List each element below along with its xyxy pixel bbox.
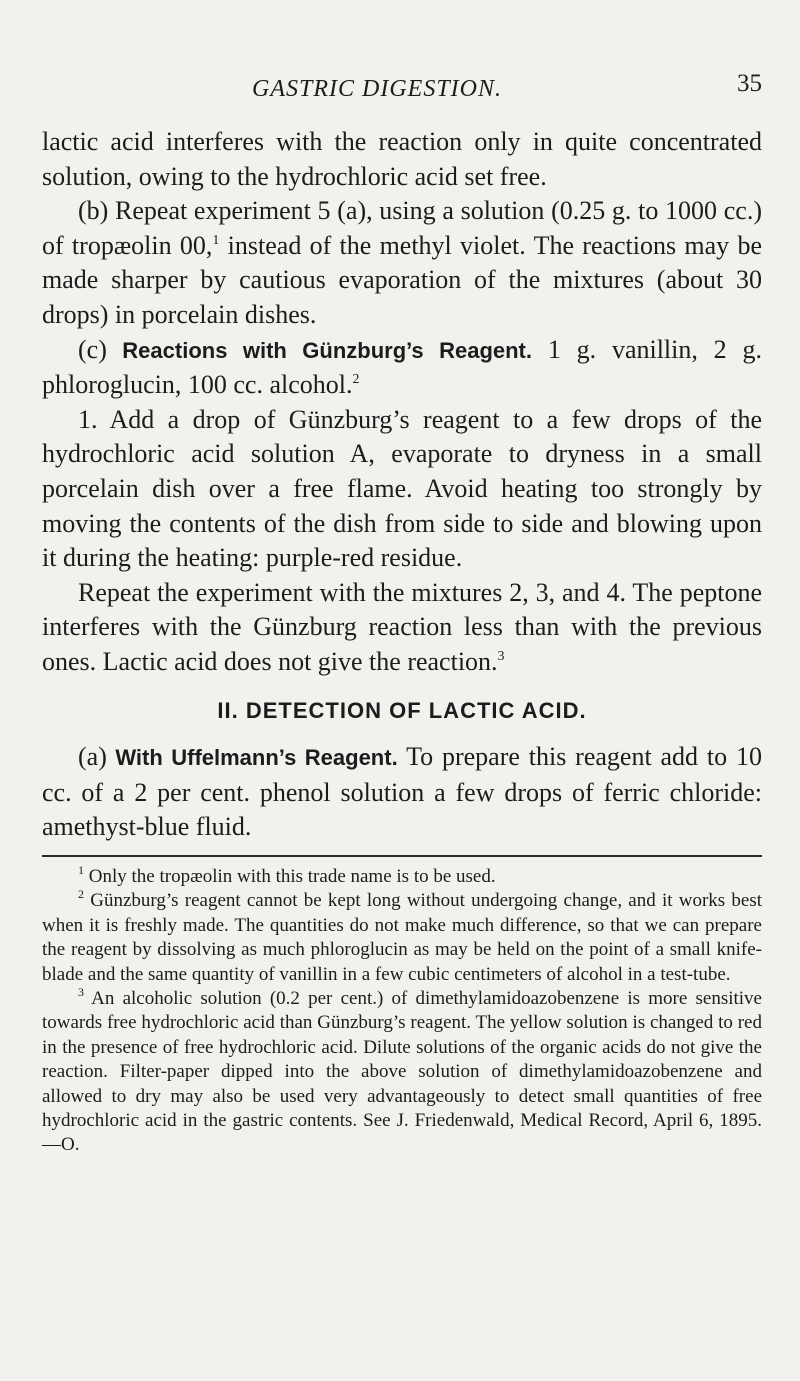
page-number: 35 <box>737 70 762 97</box>
paragraph-c-label: (c) <box>78 334 107 364</box>
footnote-3-mark: 3 <box>78 984 84 999</box>
footnote-2 <box>42 889 762 987</box>
paragraph-repeat-text: Repeat the experiment with the mixtures 2, 3, and 4. The peptone interferes with the Günzburg reaction less than with the previous ones. Lactic acid does not give the reaction. <box>42 577 762 676</box>
paragraph-b-text-1: Repeat experiment 5 (a), using a solution (0.25 g. to 1000 cc.) of tropæolin 00, <box>42 196 762 260</box>
footnote-2-text: Günzburg’s reagent cannot be kept long without undergoing change, and it works best when it is freshly made. The quantities do not make much difference, so that we can prepare the reagent by dissolving as much phloroglucin as may be held on the point of a small knife-blade and the same quantity of vanillin in a few cubic centimeters of alcohol in a test-tube. <box>42 890 762 985</box>
footnote-ref-1: 1 <box>212 232 220 248</box>
paragraph-a-heading: With Uffelmann’s Reagent. <box>106 745 398 771</box>
footnote-divider <box>42 855 762 857</box>
paragraph-a-label: (a) <box>78 742 107 772</box>
footnote-1-text: Only the tropæolin with this trade name is to be used. <box>84 865 496 887</box>
footnote-ref-3: 3 <box>497 648 505 664</box>
paragraph-b <box>42 194 762 332</box>
paragraph-b-text-2: instead of the methyl violet. The reactions may be made sharper by cautious evaporation of the mixtures (about 30 drops) in porcelain dishes. <box>42 230 762 329</box>
paragraph-repeat <box>42 576 762 680</box>
page-header <box>42 0 762 125</box>
body-text <box>42 125 762 845</box>
footnote-3 <box>42 984 762 1158</box>
book-page <box>42 0 762 1158</box>
footnotes <box>42 862 762 1158</box>
paragraph-continuation <box>42 125 762 194</box>
footnote-2-mark: 2 <box>78 887 84 902</box>
paragraph-step-1-text: 1. Add a drop of Günzburg’s reagent to a few drops of the hydrochloric acid solution A, evaporate to dryness in a small porcelain dish over a free flame. Avoid heating too strongly by moving the contents of the dish from side to side and blowing upon it during the heating: purple-red residue. <box>42 404 762 573</box>
paragraph-c <box>42 333 762 403</box>
footnote-3-text: An alcoholic solution (0.2 per cent.) of dimethylamidoazobenzene is more sensitive towards free hydrochloric acid than Günzburg’s reagent. The yellow solution is changed to red in the presence of free hydrochloric acid. Dilute solutions of the organic acids do not give the reaction. Filter-paper dipped into the above solution of dimethylamidoazobenzene and allowed to dry may also be used very advantageously to detect small quantities of free hydrochloric acid in the gastric contents. See J. Friedenwald, Medical Record, April 6, 1895.—O. <box>42 987 762 1156</box>
section-title: II. DETECTION OF LACTIC ACID. <box>217 697 587 723</box>
paragraph-c-text: 1 g. vanillin, 2 g. phloroglucin, 100 cc. alcohol. <box>42 334 762 400</box>
paragraph-a-text: To prepare this reagent add to 10 cc. of a 2 per cent. phenol solution a few drops of ferric chloride: amethyst-blue fluid. <box>42 742 762 842</box>
footnote-1-mark: 1 <box>78 862 84 877</box>
paragraph-step-1 <box>42 403 762 576</box>
paragraph-a <box>42 740 762 845</box>
paragraph-c-heading: Reactions with Günzburg’s Reagent. <box>106 337 532 363</box>
paragraph-b-label: (b) <box>78 196 109 226</box>
footnote-1 <box>42 862 762 889</box>
footnote-ref-2: 2 <box>352 372 360 388</box>
running-head: GASTRIC DIGESTION. <box>252 76 502 102</box>
paragraph-1-text: lactic acid interferes with the reaction only in quite concentrated solution, owing to the hydrochloric acid set free. <box>42 127 762 191</box>
